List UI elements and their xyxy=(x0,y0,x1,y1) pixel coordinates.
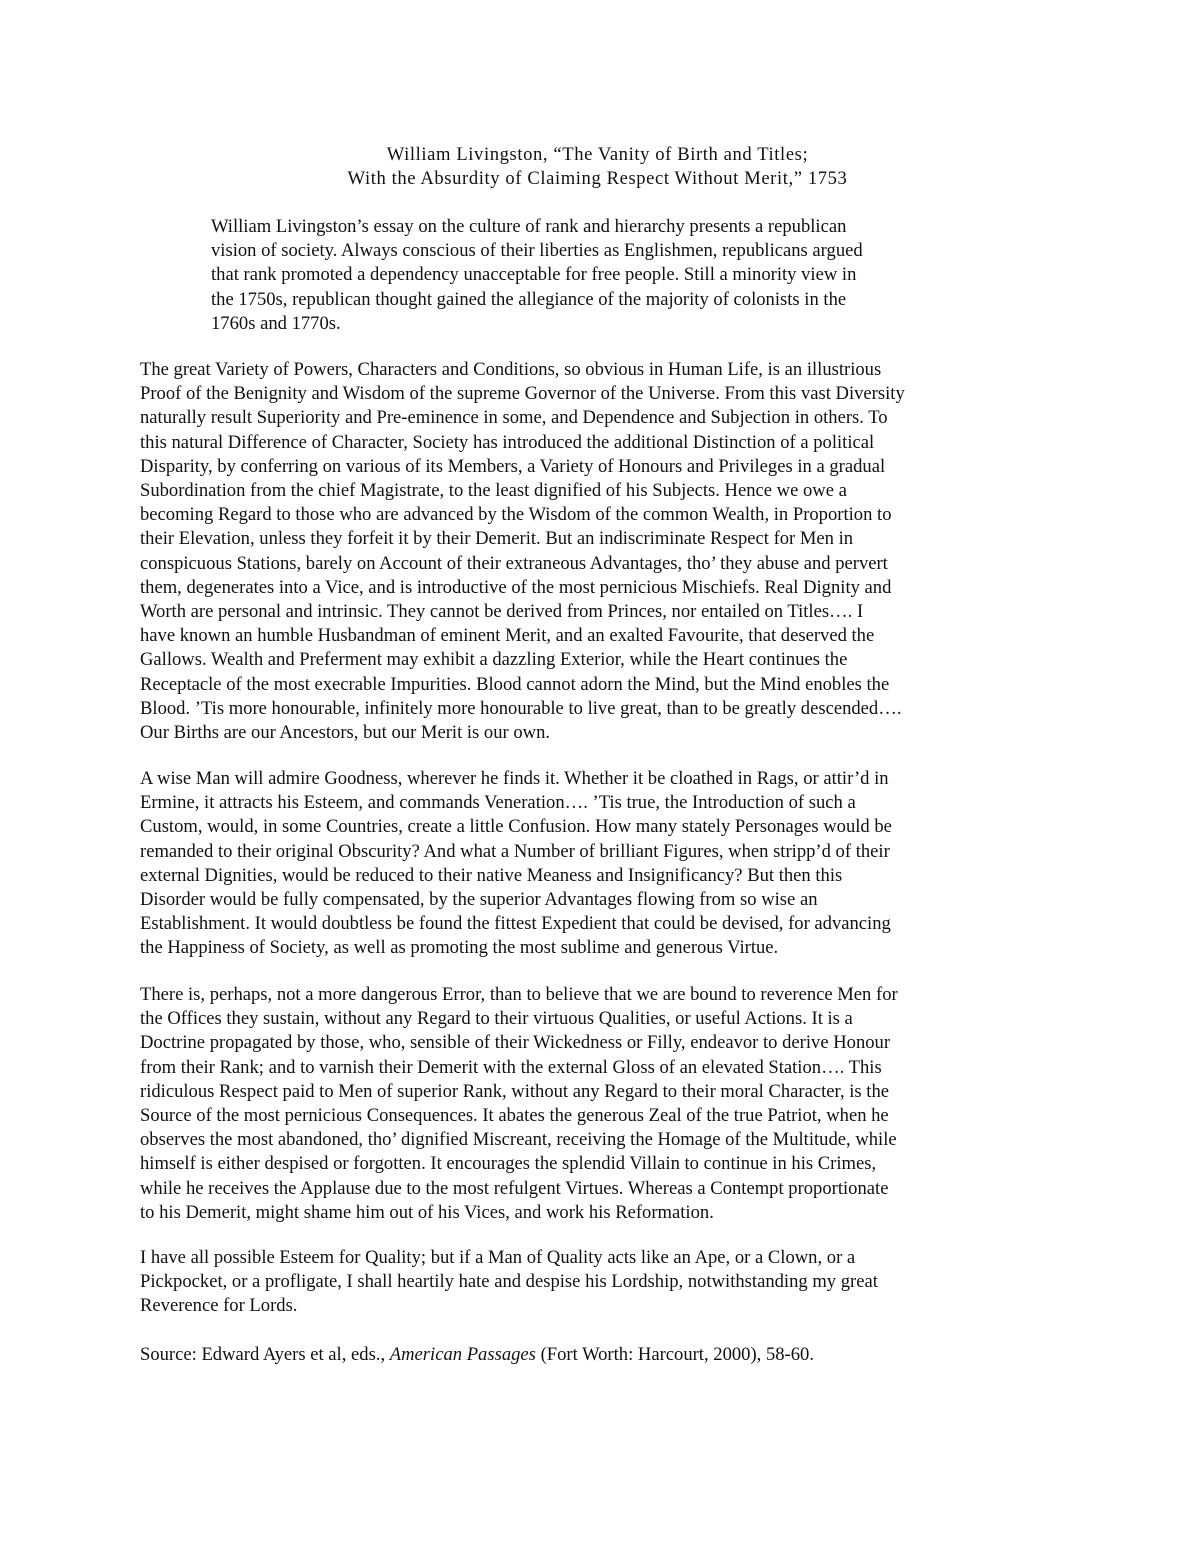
title-line-2: With the Absurdity of Claiming Respect Without Merit,” 1753 xyxy=(347,168,848,190)
source-prefix: Source: Edward Ayers et al, eds., xyxy=(140,1344,390,1365)
paragraph-line: Worth are personal and intrinsic. They cannot be derived from Princes, nor entailed on Titles…. I xyxy=(140,601,864,623)
source-suffix: (Fort Worth: Harcourt, 2000), 58-60. xyxy=(535,1344,814,1365)
intro-line: William Livingston’s essay on the culture of rank and hierarchy presents a republican xyxy=(211,216,847,237)
paragraph-line: Reverence for Lords. xyxy=(140,1295,298,1317)
paragraph-line: ridiculous Respect paid to Men of superior Rank, without any Regard to their moral Character, is the xyxy=(140,1080,890,1102)
paragraph-line: this natural Difference of Character, Society has introduced the additional Distinction of a political xyxy=(140,431,875,453)
source-citation xyxy=(140,1343,1055,1367)
paragraph-line: There is, perhaps, not a more dangerous Error, than to believe that we are bound to reverence Men for xyxy=(140,984,898,1005)
paragraph-line: from their Rank; and to varnish their Demerit with the external Gloss of an elevated Station…. This xyxy=(140,1056,882,1078)
paragraph-line: Receptacle of the most execrable Impurities. Blood cannot adorn the Mind, but the Mind enobles the xyxy=(140,673,890,695)
intro-line: the 1750s, republican thought gained the allegiance of the majority of colonists in the xyxy=(211,288,847,310)
paragraph-line: have known an humble Husbandman of eminent Merit, and an exalted Favourite, that deserved the xyxy=(140,625,875,647)
paragraph-line: to his Demerit, might shame him out of his Vices, and work his Reformation. xyxy=(140,1201,714,1223)
paragraph-line: Doctrine propagated by those, who, sensible of their Wickedness or Filly, endeavor to derive Honour xyxy=(140,1032,891,1054)
paragraph-line: them, degenerates into a Vice, and is introductive of the most pernicious Mischiefs. Real Dignity and xyxy=(140,576,892,598)
paragraph-line: Proof of the Benignity and Wisdom of the supreme Governor of the Universe. From this vast Diversity xyxy=(140,383,905,405)
paragraph-line: Subordination from the chief Magistrate, to the least dignified of his Subjects. Hence we owe a xyxy=(140,480,847,502)
paragraph-line: becoming Regard to those who are advanced by the Wisdom of the common Wealth, in Proportion to xyxy=(140,504,892,526)
paragraph-line: their Elevation, unless they forfeit it by their Demerit. But an indiscriminate Respect for Men in xyxy=(140,528,854,550)
paragraph-line: The great Variety of Powers, Characters and Conditions, so obvious in Human Life, is an illustrious xyxy=(140,359,882,380)
paragraph-line: the Offices they sustain, without any Regard to their virtuous Qualities, or useful Actions. It is a xyxy=(140,1008,853,1030)
paragraph-line: I have all possible Esteem for Quality; but if a Man of Quality acts like an Ape, or a Clown, or a xyxy=(140,1247,856,1268)
paragraph-line: Our Births are our Ancestors, but our Merit is our own. xyxy=(140,722,551,744)
paragraph-4 xyxy=(140,1246,1055,1319)
paragraph-line: external Dignities, would be reduced to their native Meaness and Insignificancy? But then this xyxy=(140,864,843,886)
paragraph-line: Custom, would, in some Countries, create a little Confusion. How many stately Personages would be xyxy=(140,816,892,838)
paragraph-line: naturally result Superiority and Pre-eminence in some, and Dependence and Subjection in others. To xyxy=(140,407,888,429)
paragraph-line: Source of the most pernicious Consequences. It abates the generous Zeal of the true Patriot, when he xyxy=(140,1105,889,1127)
intro-line: that rank promoted a dependency unacceptable for free people. Still a minority view in xyxy=(211,264,857,286)
paragraph-3 xyxy=(140,983,1055,1225)
paragraph-line: Blood. ’Tis more honourable, infinitely more honourable to live great, than to be greatly descended…. xyxy=(140,697,902,719)
paragraph-line: himself is either despised or forgotten. It encourages the splendid Villain to continue in his Crimes, xyxy=(140,1153,877,1175)
paragraph-2 xyxy=(140,767,1055,961)
paragraph-line: observes the most abandoned, tho’ dignified Miscreant, receiving the Homage of the Multitude, while xyxy=(140,1129,897,1151)
intro-note xyxy=(211,215,991,336)
paragraph-line: the Happiness of Society, as well as promoting the most sublime and generous Virtue. xyxy=(140,937,779,959)
source-line xyxy=(140,1343,1055,1367)
paragraph-1 xyxy=(140,358,1055,745)
paragraph-line: conspicuous Stations, barely on Account of their extraneous Advantages, tho’ they abuse and pervert xyxy=(140,552,888,574)
source-book-title: American Passages xyxy=(389,1344,536,1365)
intro-line: 1760s and 1770s. xyxy=(211,312,341,334)
paragraph-line: A wise Man will admire Goodness, wherever he finds it. Whether it be cloathed in Rags, or attir’d in xyxy=(140,768,889,789)
paragraph-line: while he receives the Applause due to the most refulgent Virtues. Whereas a Contempt proportionate xyxy=(140,1177,889,1199)
paragraph-line: remanded to their original Obscurity? And what a Number of brilliant Figures, when stripp’d of their xyxy=(140,840,890,862)
title-line-1: William Livingston, “The Vanity of Birth and Titles; xyxy=(386,144,809,165)
paragraph-line: Establishment. It would doubtless be found the fittest Expedient that could be devised, for advancing xyxy=(140,913,891,935)
paragraph-line: Pickpocket, or a profligate, I shall heartily hate and despise his Lordship, notwithstanding my great xyxy=(140,1271,878,1293)
intro-line: vision of society. Always conscious of their liberties as Englishmen, republicans argued xyxy=(211,240,863,262)
paragraph-line: Disparity, by conferring on various of its Members, a Variety of Honours and Privileges in a gradual xyxy=(140,455,886,477)
document-title xyxy=(140,143,1055,191)
paragraph-line: Ermine, it attracts his Esteem, and commands Veneration…. ’Tis true, the Introduction of such a xyxy=(140,792,856,814)
paragraph-line: Disorder would be fully compensated, by the superior Advantages flowing from so wise an xyxy=(140,889,818,911)
paragraph-line: Gallows. Wealth and Preferment may exhibit a dazzling Exterior, while the Heart continues the xyxy=(140,649,848,671)
